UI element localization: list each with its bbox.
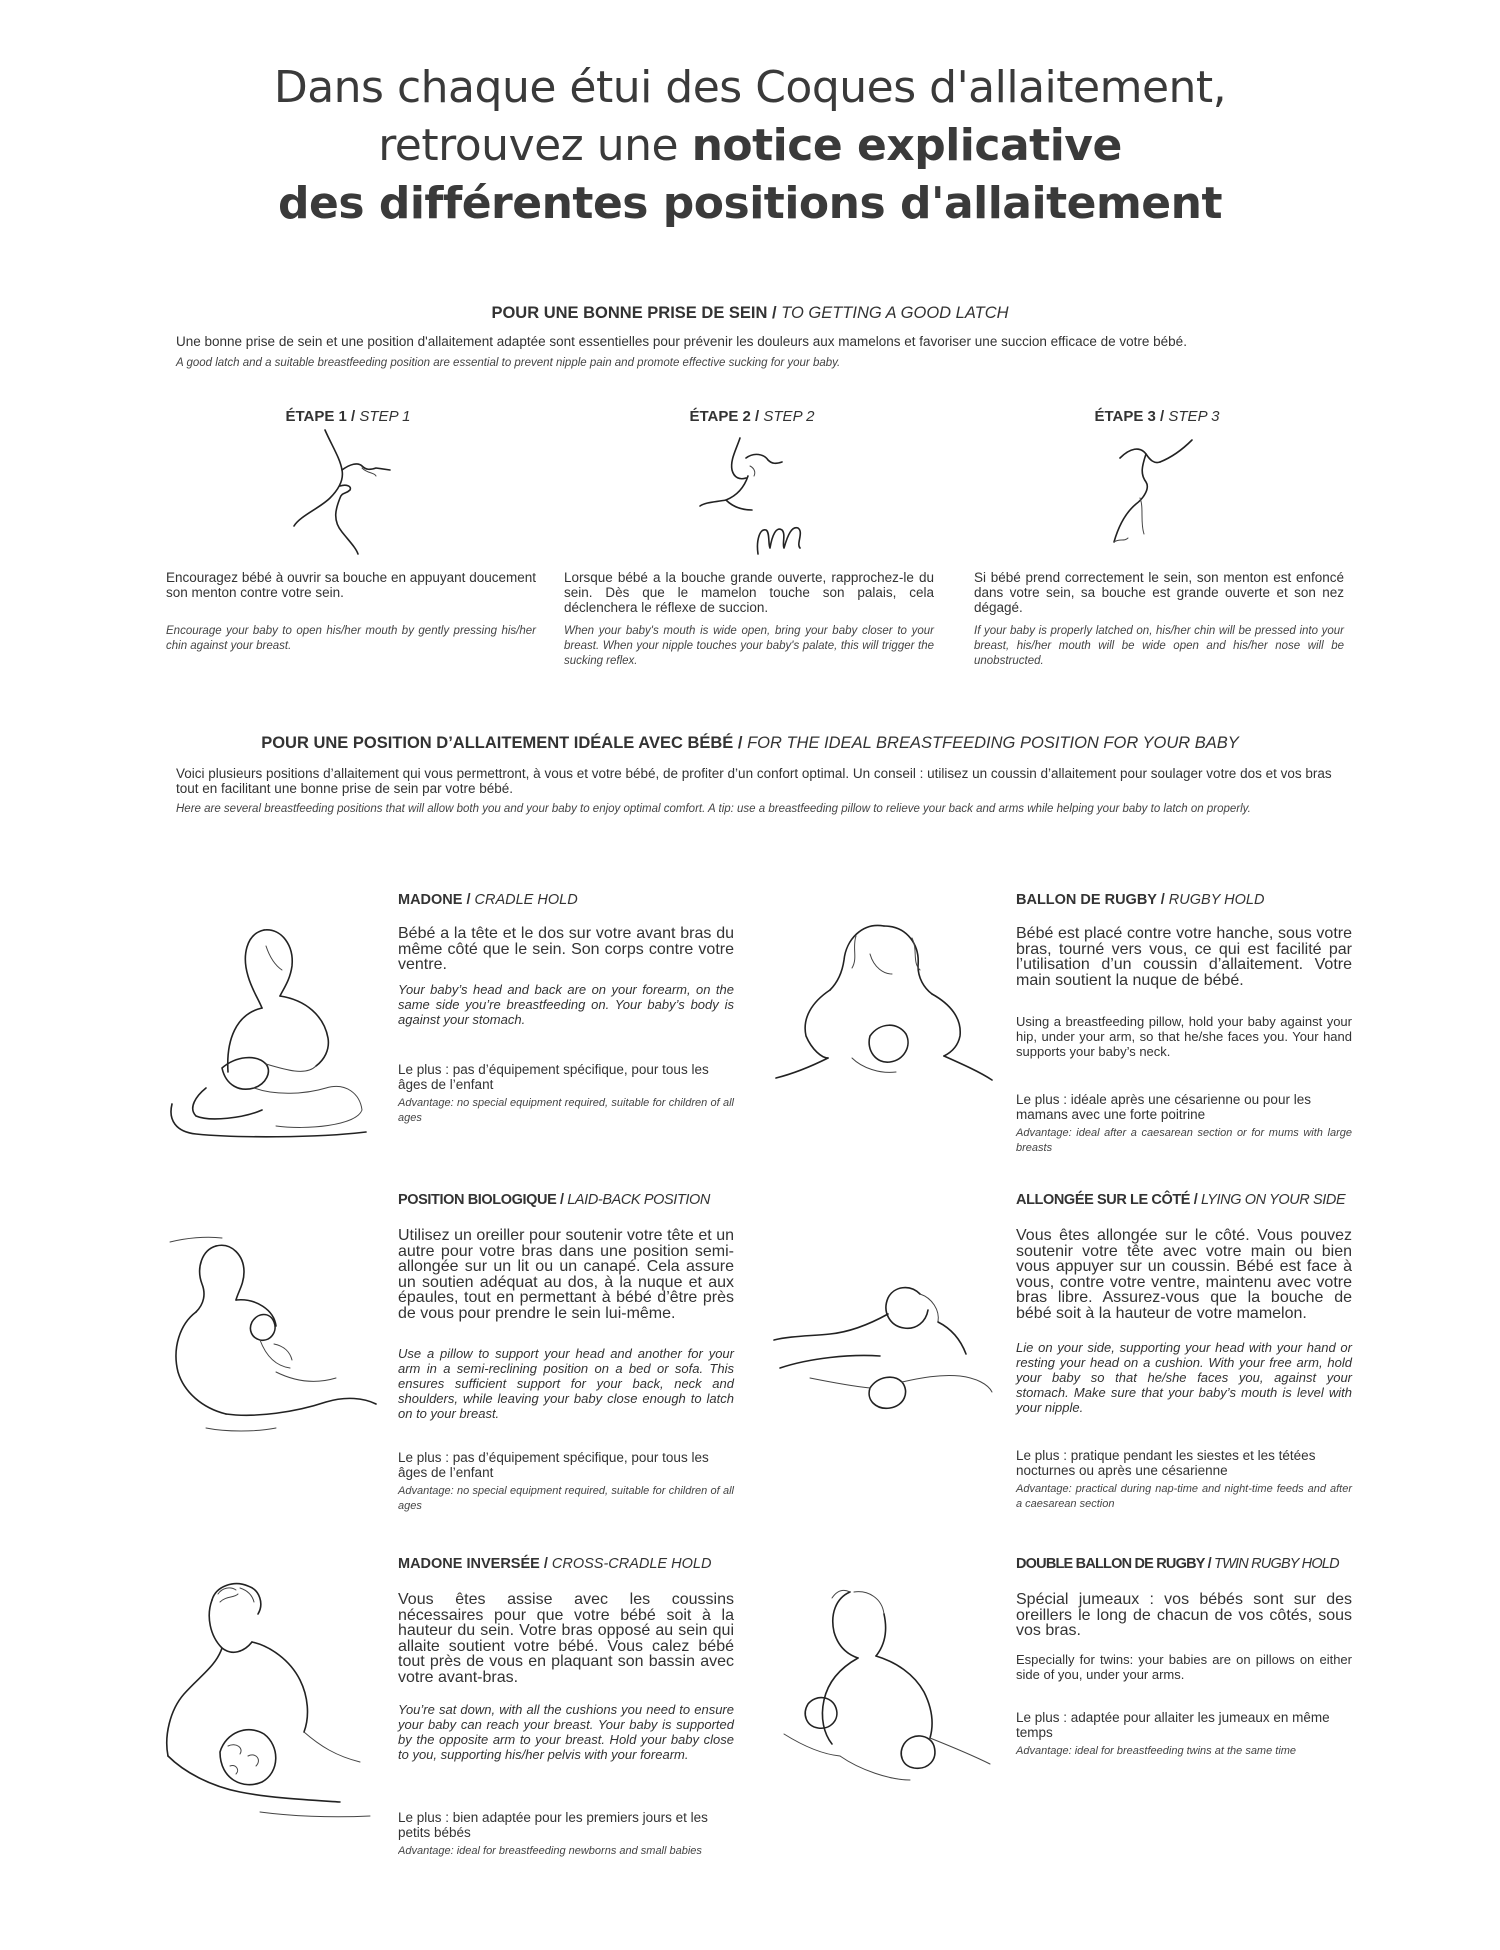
cross-cradle-title: [398, 1556, 711, 1572]
cross-cradle-plus-fr: Le plus : bien adaptée pour les premiers jours et les petits bébés: [398, 1810, 708, 1840]
positions-intro-fr: Voici plusieurs positions d’allaitement qui vous permettront, à vous et votre bébé, de profiter d’un confort optimal. Un conseil : utilisez un coussin d’allaitement pour soulager votre dos et vos bras tout en facilitant une bonne prise de sein par votre bébé.: [176, 766, 1332, 796]
twin-rugby-title-fr: DOUBLE BALLON DE RUGBY /: [1016, 1556, 1215, 1572]
step-2-text-en: When your baby's mouth is wide open, bring your baby closer to your breast. When your nipple touches your baby's palate, this will trigger the sucking reflex.: [564, 625, 934, 667]
rugby-hold-plus-en: Advantage: ideal after a caesarean section or for mums with large breasts: [1016, 1127, 1352, 1154]
laid-back-plus-fr: Le plus : pas d’équipement spécifique, pour tous les âges de l’enfant: [398, 1450, 709, 1480]
cross-cradle-plus-en: Advantage: ideal for breastfeeding newborns and small babies: [398, 1845, 702, 1857]
cradle-hold-plus-fr: Le plus : pas d’équipement spécifique, pour tous les âges de l’enfant: [398, 1062, 709, 1092]
page-title-line-2: [0, 116, 1500, 176]
rugby-hold-title: [1016, 892, 1264, 908]
rugby-hold-plus-fr: Le plus : idéale après une césarienne ou pour les mamans avec une forte poitrine: [1016, 1092, 1311, 1122]
rugby-hold-title-en: RUGBY HOLD: [1168, 892, 1265, 908]
positions-heading-fr: POUR UNE POSITION D’ALLAITEMENT IDÉALE AVEC BÉBÉ /: [261, 734, 748, 752]
cradle-hold-illustration: [166, 920, 382, 1146]
rugby-hold-text-fr: Bébé est placé contre votre hanche, sous votre bras, tourné vers vous, ce qui est facilité par l’utilisation d’un coussin d’allaitement. Votre main soutient la nuque de bébé.: [1016, 925, 1352, 989]
side-lying-title: [1016, 1192, 1345, 1208]
cradle-hold-plus-en: Advantage: no special equipment required, suitable for children of all ages: [398, 1097, 734, 1124]
step-2-illustration: [696, 436, 826, 556]
page-title-line-3: des différentes positions d'allaitement: [278, 178, 1222, 229]
rugby-hold-text-en: Using a breastfeeding pillow, hold your baby against your hip, under your arm, so that he/she faces you. Your hand supports your baby’s neck.: [1016, 1014, 1352, 1059]
laid-back-title: [398, 1192, 710, 1208]
step-1-title-en: STEP 1: [359, 408, 411, 425]
step-3-title-fr: ÉTAPE 3 /: [1094, 408, 1169, 425]
rugby-hold-title-fr: BALLON DE RUGBY /: [1016, 892, 1169, 908]
twin-rugby-text-fr: Spécial jumeaux : vos bébés sont sur des oreillers le long de chacun de vos côtés, sous vos bras.: [1016, 1591, 1352, 1639]
cross-cradle-illustration: [160, 1576, 386, 1824]
cradle-hold-text-en: Your baby’s head and back are on your forearm, on the same side you’re breastfeeding on. Your baby’s body is against your stomach.: [398, 982, 734, 1027]
cross-cradle-text-en: You’re sat down, with all the cushions you need to ensure your baby can reach your breast. Your baby is supported by the opposite arm to your breast. Hold your baby close to you, supporting his/her pelvis with your forearm.: [398, 1702, 734, 1762]
cradle-hold-text-fr: Bébé a la tête et le dos sur votre avant bras du même côté que le sein. Son corps contre votre ventre.: [398, 925, 734, 973]
side-lying-text-fr: Vous êtes allongée sur le côté. Vous pouvez soutenir votre tête avec votre main ou bien vous appuyer sur un coussin. Bébé est face à vous, contre votre ventre, maintenu avec votre bras libre. Assurez-vous que la bouche de bébé soit à la hauteur de votre mamelon.: [1016, 1227, 1352, 1322]
step-2-text-fr: Lorsque bébé a la bouche grande ouverte, rapprochez-le du sein. Dès que le mamelon touche son palais, cela déclenchera le réflexe de succion.: [564, 570, 934, 615]
laid-back-illustration: [166, 1232, 386, 1436]
step-1-text-en: Encourage your baby to open his/her mouth by gently pressing his/her chin against your breast.: [166, 625, 536, 652]
step-1-text-fr: Encouragez bébé à ouvrir sa bouche en appuyant doucement son menton contre votre sein.: [166, 570, 536, 600]
latch-heading-en: TO GETTING A GOOD LATCH: [781, 304, 1009, 322]
twin-rugby-title-en: TWIN RUGBY HOLD: [1214, 1556, 1339, 1572]
positions-heading-en: FOR THE IDEAL BREASTFEEDING POSITION FOR YOUR BABY: [747, 734, 1239, 752]
step-2-title: [602, 408, 902, 425]
page-title-line-1: Dans chaque étui des Coques d'allaitement,: [273, 62, 1227, 113]
side-lying-plus-en: Advantage: practical during nap-time and night-time feeds and after a caesarean section: [1016, 1483, 1352, 1510]
latch-heading-fr: POUR UNE BONNE PRISE DE SEIN /: [491, 304, 782, 322]
twin-rugby-illustration: [780, 1584, 996, 1794]
step-1-illustration: [280, 428, 420, 556]
cross-cradle-title-fr: MADONE INVERSÉE /: [398, 1556, 552, 1572]
step-3-text-fr: Si bébé prend correctement le sein, son menton est enfoncé dans votre sein, sa bouche est grande ouverte et son nez dégagé.: [974, 570, 1344, 615]
page-title-plain: retrouvez une: [378, 120, 692, 171]
cross-cradle-text-fr: Vous êtes assise avec les coussins nécessaires pour que votre bébé soit à la hauteur du sein. Votre bras opposé au sein qui allaite soutient votre bébé. Vous calez bébé tout près de vous en plaquant son bassin avec votre avant-bras.: [398, 1591, 734, 1686]
laid-back-title-en: LAID-BACK POSITION: [567, 1192, 710, 1208]
side-lying-title-fr: ALLONGÉE SUR LE CÔTÉ /: [1016, 1192, 1201, 1208]
laid-back-plus-en: Advantage: no special equipment required, suitable for children of all ages: [398, 1485, 734, 1512]
side-lying-illustration: [770, 1278, 996, 1412]
page-title-bold: notice explicative: [691, 120, 1122, 171]
side-lying-title-en: LYING ON YOUR SIDE: [1200, 1192, 1346, 1208]
step-1-title: [198, 408, 498, 425]
step-3-title-en: STEP 3: [1168, 408, 1220, 425]
latch-heading: [0, 304, 1500, 323]
positions-heading: [0, 734, 1500, 753]
laid-back-text-en: Use a pillow to support your head and another for your arm in a semi-reclining position on a bed or sofa. This ensures sufficient support for your back, neck and shoulders, while leaving your baby close enough to latch on to your breast.: [398, 1346, 734, 1421]
twin-rugby-plus-en: Advantage: ideal for breastfeeding twins at the same time: [1016, 1745, 1297, 1757]
laid-back-text-fr: Utilisez un oreiller pour soutenir votre tête et un autre pour votre bras dans une position semi-allongée sur un lit ou un canapé. Cela assure un soutien adéquat au dos, à la nuque et aux épaules, tout en permettant à bébé d’être près de vous pour prendre le sein lui-même.: [398, 1227, 734, 1322]
twin-rugby-title: [1016, 1556, 1339, 1572]
side-lying-plus-fr: Le plus : pratique pendant les siestes et les tétées nocturnes ou après une césarienne: [1016, 1448, 1316, 1478]
cradle-hold-title: [398, 892, 578, 908]
step-3-illustration: [1100, 438, 1210, 550]
rugby-hold-illustration: [772, 918, 996, 1088]
latch-intro-en: A good latch and a suitable breastfeeding position are essential to prevent nipple pain and promote effective sucking for your baby.: [176, 357, 841, 369]
twin-rugby-plus-fr: Le plus : adaptée pour allaiter les jumeaux en même temps: [1016, 1710, 1330, 1740]
side-lying-text-en: Lie on your side, supporting your head with your hand or resting your head on a cushion. With your free arm, hold your baby so that he/she faces you, against your stomach. Make sure that your baby’s mouth is level with your nipple.: [1016, 1340, 1352, 1415]
cross-cradle-title-en: CROSS-CRADLE HOLD: [551, 1556, 712, 1572]
step-3-text-en: If your baby is properly latched on, his/her chin will be pressed into your breast, his/her mouth will be wide open and his/her nose will be unobstructed.: [974, 625, 1344, 667]
positions-intro-en: Here are several breastfeeding positions that will allow both you and your baby to enjoy optimal comfort. A tip: use a breastfeeding pillow to relieve your back and arms while helping your baby to latch on properly.: [176, 803, 1251, 815]
latch-intro-fr: Une bonne prise de sein et une position d'allaitement adaptée sont essentielles pour prévenir les douleurs aux mamelons et favoriser une succion efficace de votre bébé.: [176, 334, 1187, 349]
cradle-hold-title-fr: MADONE /: [398, 892, 475, 908]
step-2-title-en: STEP 2: [763, 408, 815, 425]
twin-rugby-text-en: Especially for twins: your babies are on pillows on either side of you, under your arms.: [1016, 1652, 1352, 1682]
step-3-title: [1007, 408, 1307, 425]
step-1-title-fr: ÉTAPE 1 /: [285, 408, 360, 425]
step-2-title-fr: ÉTAPE 2 /: [689, 408, 764, 425]
laid-back-title-fr: POSITION BIOLOGIQUE /: [398, 1192, 568, 1208]
cradle-hold-title-en: CRADLE HOLD: [474, 892, 578, 908]
